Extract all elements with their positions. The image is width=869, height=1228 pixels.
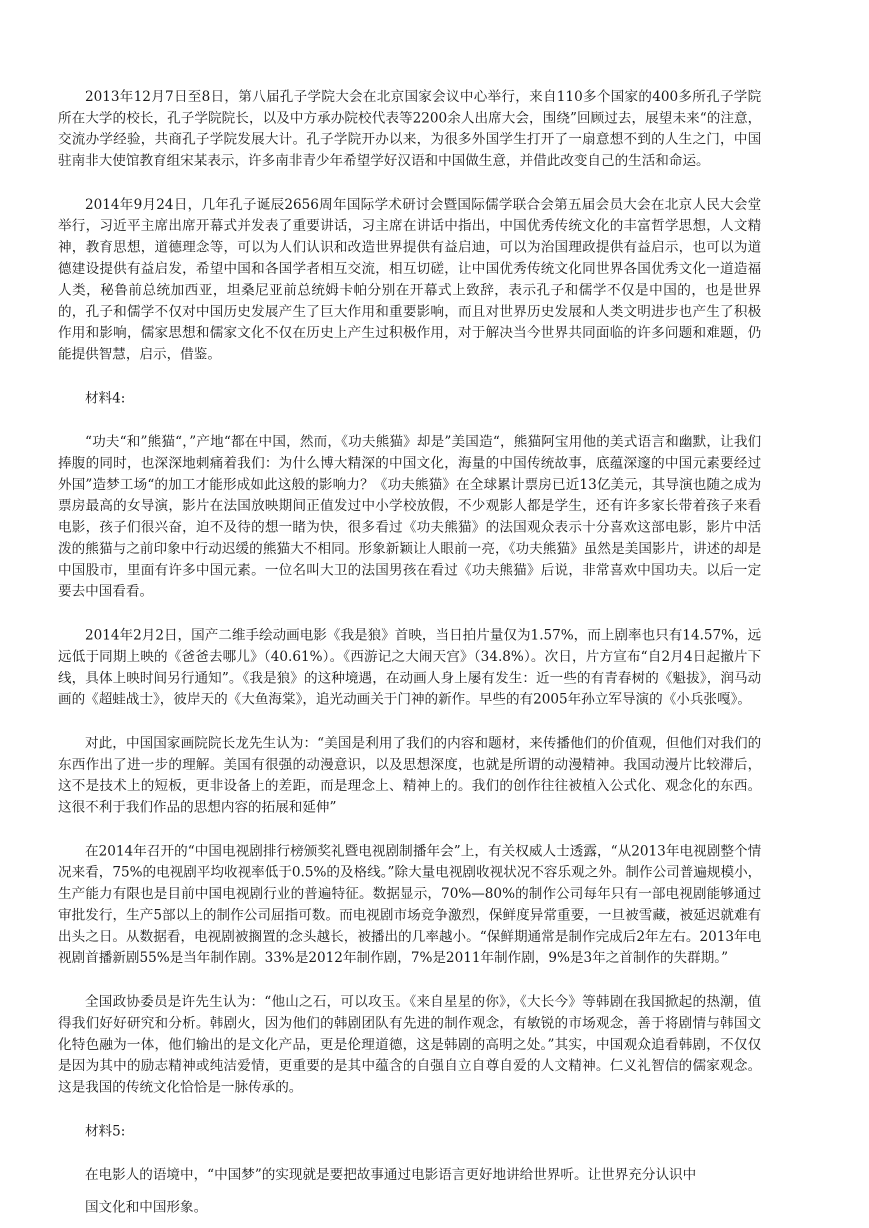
- paragraph-i-am-wolf: 2014年2月2日，国产二维手绘动画电影《我是狼》首映，当日拍片量仅为1.57%，而上剧率也只有14.57%，远远低于同期上映的《爸爸去哪儿》（40.61%）。《西游记之大闹天宫》（34.8%）。次日，片方宣布“自2月4日起撤片下线，具体上映时间另行通知”。《我是狼》的这种境遇，在动画人身上屡有发生：近一些的有青春树的《魁拔》，润马动画的《超蛙战士》，彼岸天的《大鱼海棠》，追光动画关于门神的新作。早些的有2005年孙立军导演的《小兵张嘎》。: [58, 627, 762, 708]
- material-5-heading: 材料5:: [84, 1123, 126, 1139]
- paragraph-china-dream-line-1: 在电影人的语境中，“中国梦”的实现就是要把故事通过电影语言更好地讲给世界听。让世界充分认识中: [84, 1166, 697, 1183]
- paragraph-confucius-institute-conference: 2013年12月7日至8日，第八届孔子学院大会在北京国家会议中心举行，来自110多个国家的400多所孔子学院所在大学的校长，孔子学院院长，以及中方承办院校代表等2200余人出席大会，围绕”回顾过去，展望未来“的注意，交流办学经验，共商孔子学院发展大计。孔子学院开办以来，为很多外国学生打开了一扇意想不到的人生之门，中国驻南非大使馆教育组宋某表示，许多南非青少年希望学好汉语和中国做生意，并借此改变自己的生活和命运。: [58, 88, 762, 169]
- paragraph-korean-drama: 全国政协委员是许先生认为：“他山之石，可以攻玉。《来自星星的你》，《大长今》等韩剧在我国掀起的热潮，值得我们好好研究和分析。韩剧火，因为他们的韩剧团队有先进的制作观念，有敏锐的市场观念，善于将剧情与韩国文化特色融为一体，他们输出的是文化产品，更是伦理道德，这是韩剧的高明之处。”其实，中国观众追看韩剧，不仅仅是因为其中的励志精神或纯洁爱情，更重要的是其中蕴含的自强自立自尊自爱的人文精神。仁义礼智信的儒家观念。这是我国的传统文化恰恰是一脉传承的。: [58, 993, 762, 1096]
- paragraph-kungfu-panda: “功夫“和”熊猫“，”产地“都在中国，然而，《功夫熊猫》却是”美国造“，熊猫阿宝用他的美式语言和幽默，让我们捧腹的同时，也深深地刺痛着我们：为什么博大精深的中国文化，海量的中国传统故事，底蕴深邃的中国元素要经过外国”造梦工场“的加工才能形成如此这般的影响力？《功夫熊猫》在全球累计票房已近13亿美元，其导演也随之成为票房最高的女导演，影片在法国放映期间正值发过中小学校放假，不少观影人都是学生，还有许多家长带着孩子来看电影，孩子们很兴奋，迫不及待的想一睹为快，很多看过《功夫熊猫》的法国观众表示十分喜欢这部电影，影片中活泼的熊猫与之前印象中行动迟缓的熊猫大不相同。形象新颖让人眼前一亮，《功夫熊猫》虽然是美国影片，讲述的却是中国股市，里面有许多中国元素。一位名叫大卫的法国男孩在看过《功夫熊猫》后说，非常喜欢中国功夫。以后一定要去中国看看。: [58, 433, 762, 600]
- paragraph-long-opinion: 对此，中国国家画院院长龙先生认为：“美国是利用了我们的内容和题材，来传播他们的价值观，但他们对我们的东西作出了进一步的理解。美国有很强的动漫意识，以及思想深度，也就是所谓的动漫精神。我国动漫片比较滞后，这不是技术上的短板，更非设备上的差距，而是理念上、精神上的。我们的创作往往被植入公式化、观念化的东西。这很不利于我们作品的思想内容的拓展和延伸”: [58, 735, 762, 816]
- material-4-heading: 材料4:: [84, 390, 126, 406]
- paragraph-confucius-anniversary: 2014年9月24日，几年孔子诞辰2656周年国际学术研讨会暨国际儒学联合会第五届会员大会在北京人民大会堂举行，习近平主席出席开幕式并发表了重要讲话，习主席在讲话中指出，中国优秀传统文化的丰富哲学思想，人文精神，教育思想，道德理念等，可以为人们认识和改造世界提供有益启迪，可以为治国理政提供有益启示，也可以为道德建设提供有益启发，希望中国和各国学者相互交流，相互切磋，让中国优秀传统文化同世界各国优秀文化一道造福人类，秘鲁前总统加西亚，坦桑尼亚前总统姆卡帕分别在开幕式上致辞，表示孔子和儒学不仅是中国的，也是世界的，孔子和儒学不仅对中国历史发展产生了巨大作用和重要影响，而且对世界历史发展和人类文明进步也产生了积极作用和影响，儒家思想和儒家文化不仅在历史上产生过积极作用，对于解决当今世界共同面临的许多问题和难题，仍能提供智慧，启示，借鉴。: [58, 196, 762, 363]
- paragraph-tv-drama-stats: 在2014年召开的“中国电视剧排行榜颁奖礼暨电视剧制播年会”上，有关权威人士透露，“从2013年电视剧整个情况来看，75%的电视剧平均收视率低于0.5%的及格线。”除大量电视剧收视状况不容乐观之外。制作公司普遍规模小，生产能力有限也是目前中国电视剧行业的普遍特征。数据显示，70%—80%的制作公司每年只有一部电视剧能够通过审批发行，生产5部以上的制作公司屈指可数。而电视剧市场竞争激烈，保鲜度异常重要，一旦被雪藏，被延迟就难有出头之日。从数据看，电视剧被搁置的念头越长，被播出的几率越小。“保鲜期通常是制作完成后2年左右。2013年电视剧首播新剧55%是当年制作剧。33%是2012年制作剧，7%是2011年制作剧，9%是3年之首制作的失群期。”: [58, 843, 762, 966]
- paragraph-china-dream-line-2: 国文化和中国形象。: [84, 1199, 208, 1216]
